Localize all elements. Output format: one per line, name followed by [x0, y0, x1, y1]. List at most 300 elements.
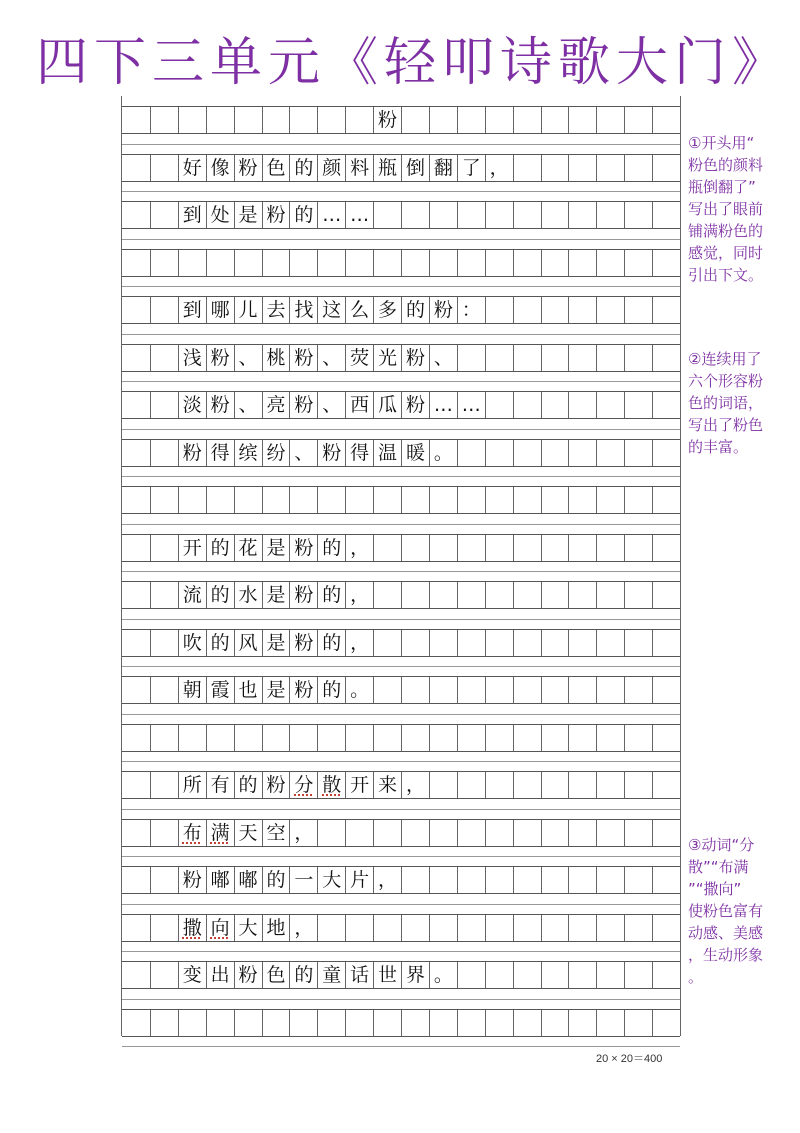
- grid-cell: [206, 725, 234, 751]
- grid-cell: 嘟: [206, 867, 234, 893]
- grid-cell: 温: [373, 440, 401, 466]
- grid-cell: [541, 820, 569, 846]
- grid-cell: ，: [289, 820, 317, 846]
- grid-cell: 的: [206, 582, 234, 608]
- grid-cell: [429, 630, 457, 656]
- grid-cell: 、: [234, 392, 262, 418]
- grid-cell: [262, 107, 290, 133]
- grid-cell: 满: [206, 820, 234, 846]
- grid-cell: [485, 345, 513, 371]
- grid-cell: [485, 440, 513, 466]
- grid-row: [122, 581, 680, 609]
- grid-cell: [457, 582, 485, 608]
- grid-cell: [624, 915, 652, 941]
- grid-cell: [345, 107, 373, 133]
- grid-row: [122, 486, 680, 514]
- grid-cell: [652, 202, 680, 228]
- grid-cell: [541, 677, 569, 703]
- grid-cell: [429, 677, 457, 703]
- grid-cell: 的: [234, 772, 262, 798]
- grid-size-label: 20 × 20＝400: [596, 1053, 663, 1065]
- grid-cell: 粉: [373, 107, 401, 133]
- grid-cell: [401, 677, 429, 703]
- grid-cell: [429, 487, 457, 513]
- grid-cell: [457, 345, 485, 371]
- grid-cell: [652, 155, 680, 181]
- grid-cell: [373, 725, 401, 751]
- grid-cell: [457, 202, 485, 228]
- grid-cell: [513, 630, 541, 656]
- grid-cell: [652, 820, 680, 846]
- grid-cell: 、: [317, 345, 345, 371]
- grid-row: [122, 1009, 680, 1037]
- grid-cell: [289, 1010, 317, 1036]
- grid-cell: ，: [345, 535, 373, 561]
- grid-cell: [262, 1010, 290, 1036]
- grid-cell: [624, 677, 652, 703]
- grid-cell: 粉: [262, 772, 290, 798]
- grid-cell: 粉: [289, 582, 317, 608]
- grid-cell: [485, 297, 513, 323]
- grid-cell: [150, 155, 178, 181]
- grid-cell: [457, 107, 485, 133]
- grid-cell: 嘟: [234, 867, 262, 893]
- grid-cell: 、: [234, 345, 262, 371]
- grid-cell: [150, 915, 178, 941]
- grid-cell: [317, 250, 345, 276]
- grid-cell: 、: [317, 392, 345, 418]
- grid-cell: [485, 915, 513, 941]
- grid-row: [122, 201, 680, 229]
- grid-cell: [373, 1010, 401, 1036]
- grid-cell: 朝: [178, 677, 206, 703]
- grid-cell: 处: [206, 202, 234, 228]
- grid-cell: [122, 392, 150, 418]
- grid-cell: [122, 725, 150, 751]
- row-gap-line: [122, 1046, 680, 1047]
- grid-cell: [513, 867, 541, 893]
- grid-cell: 的: [262, 867, 290, 893]
- grid-cell: 粉: [262, 202, 290, 228]
- grid-cell: [541, 535, 569, 561]
- grid-cell: [150, 962, 178, 988]
- grid-cell: …: [429, 392, 457, 418]
- grid-cell: [652, 440, 680, 466]
- grid-cell: [457, 250, 485, 276]
- grid-cell: [373, 582, 401, 608]
- grid-cell: 是: [262, 630, 290, 656]
- grid-cell: [122, 155, 150, 181]
- row-gap-line: [122, 239, 680, 240]
- grid-cell: [206, 487, 234, 513]
- grid-cell: 粉: [289, 677, 317, 703]
- grid-cell: [624, 820, 652, 846]
- grid-cell: [150, 867, 178, 893]
- grid-cell: [122, 962, 150, 988]
- grid-cell: [513, 250, 541, 276]
- grid-cell: [541, 107, 569, 133]
- grid-cell: [624, 630, 652, 656]
- grid-cell: [122, 440, 150, 466]
- grid-cell: [568, 725, 596, 751]
- grid-cell: [513, 772, 541, 798]
- grid-cell: [513, 107, 541, 133]
- grid-cell: [568, 107, 596, 133]
- grid-cell: [122, 250, 150, 276]
- grid-cell: 是: [262, 677, 290, 703]
- grid-cell: 水: [234, 582, 262, 608]
- grid-cell: [429, 820, 457, 846]
- grid-cell: 的: [401, 297, 429, 323]
- grid-cell: [122, 630, 150, 656]
- grid-cell: 。: [429, 962, 457, 988]
- annotation-1: ①开头用“ 粉色的颜料 瓶倒翻了” 写出了眼前 铺满粉色的 感觉，同时 引出下文。: [688, 134, 764, 284]
- row-gap-line: [122, 571, 680, 572]
- row-gap-line: [122, 904, 680, 905]
- grid-cell: [568, 392, 596, 418]
- grid-cell: 暖: [401, 440, 429, 466]
- grid-cell: 粉: [178, 440, 206, 466]
- grid-row: [122, 439, 680, 467]
- grid-cell: [596, 250, 624, 276]
- grid-cell: 的: [317, 582, 345, 608]
- grid-cell: 么: [345, 297, 373, 323]
- grid-cell: [373, 630, 401, 656]
- grid-cell: [150, 820, 178, 846]
- grid-cell: [624, 392, 652, 418]
- grid-cell: [568, 345, 596, 371]
- grid-cell: [513, 677, 541, 703]
- grid-cell: [345, 915, 373, 941]
- grid-cell: [206, 107, 234, 133]
- grid-cell: ，: [485, 155, 513, 181]
- grid-cell: [485, 867, 513, 893]
- grid-cell: 的: [289, 962, 317, 988]
- grid-cell: 的: [317, 677, 345, 703]
- grid-cell: [429, 915, 457, 941]
- grid-cell: …: [345, 202, 373, 228]
- grid-cell: [485, 487, 513, 513]
- grid-cell: [485, 202, 513, 228]
- grid-cell: 到: [178, 297, 206, 323]
- grid-cell: [624, 107, 652, 133]
- grid-cell: [457, 535, 485, 561]
- grid-cell: [541, 1010, 569, 1036]
- grid-cell: …: [317, 202, 345, 228]
- grid-cell: [150, 630, 178, 656]
- grid-cell: 流: [178, 582, 206, 608]
- row-gap-line: [122, 999, 680, 1000]
- grid-cell: [485, 772, 513, 798]
- grid-cell: 也: [234, 677, 262, 703]
- grid-cell: [652, 250, 680, 276]
- grid-cell: …: [457, 392, 485, 418]
- grid-cell: [429, 535, 457, 561]
- heading-row: [122, 106, 680, 134]
- grid-cell: 得: [345, 440, 373, 466]
- grid-cell: 散: [317, 772, 345, 798]
- grid-cell: [317, 725, 345, 751]
- grid-row: [122, 866, 680, 894]
- grid-cell: [568, 772, 596, 798]
- grid-cell: 吹: [178, 630, 206, 656]
- grid-cell: [122, 1010, 150, 1036]
- grid-cell: [652, 107, 680, 133]
- grid-cell: [122, 202, 150, 228]
- grid-cell: [541, 962, 569, 988]
- grid-cell: 开: [345, 772, 373, 798]
- grid-cell: [429, 250, 457, 276]
- grid-cell: [457, 725, 485, 751]
- grid-cell: 粉: [401, 345, 429, 371]
- grid-cell: [457, 915, 485, 941]
- grid-cell: [457, 820, 485, 846]
- grid-cell: [150, 392, 178, 418]
- grid-cell: [150, 345, 178, 371]
- grid-cell: [401, 250, 429, 276]
- grid-cell: ，: [289, 915, 317, 941]
- grid-row: [122, 534, 680, 562]
- grid-cell: ：: [457, 297, 485, 323]
- grid-cell: [624, 962, 652, 988]
- grid-cell: 像: [206, 155, 234, 181]
- grid-cell: [345, 487, 373, 513]
- grid-cell: 西: [345, 392, 373, 418]
- grid-cell: [178, 1010, 206, 1036]
- grid-cell: 粉: [234, 962, 262, 988]
- grid-cell: [541, 725, 569, 751]
- grid-cell: [178, 250, 206, 276]
- grid-cell: [457, 772, 485, 798]
- grid-cell: 荧: [345, 345, 373, 371]
- grid-cell: 风: [234, 630, 262, 656]
- grid-cell: [122, 867, 150, 893]
- grid-cell: [178, 725, 206, 751]
- row-gap-line: [122, 714, 680, 715]
- grid-row: [122, 629, 680, 657]
- grid-cell: [624, 582, 652, 608]
- grid-cell: [596, 440, 624, 466]
- grid-cell: [401, 535, 429, 561]
- grid-cell: [513, 1010, 541, 1036]
- grid-cell: [401, 202, 429, 228]
- grid-cell: 到: [178, 202, 206, 228]
- grid-cell: [345, 1010, 373, 1036]
- grid-row: [122, 676, 680, 704]
- grid-cell: [345, 725, 373, 751]
- grid-cell: [624, 202, 652, 228]
- grid-cell: [568, 535, 596, 561]
- grid-cell: 粉: [234, 155, 262, 181]
- grid-cell: [624, 1010, 652, 1036]
- grid-cell: [485, 962, 513, 988]
- grid-cell: 话: [345, 962, 373, 988]
- grid-cell: [262, 487, 290, 513]
- grid-cell: [541, 440, 569, 466]
- grid-cell: [234, 107, 262, 133]
- grid-cell: [401, 820, 429, 846]
- page-title: 四下三单元《轻叩诗歌大门》: [36, 33, 791, 93]
- grid-cell: [541, 297, 569, 323]
- grid-cell: [289, 250, 317, 276]
- grid-cell: [150, 202, 178, 228]
- grid-cell: [289, 487, 317, 513]
- grid-row: [122, 724, 680, 752]
- grid-cell: [345, 250, 373, 276]
- grid-cell: [150, 487, 178, 513]
- grid-cell: [596, 392, 624, 418]
- grid-cell: [401, 582, 429, 608]
- grid-cell: [513, 962, 541, 988]
- grid-cell: [234, 487, 262, 513]
- grid-cell: [596, 487, 624, 513]
- grid-cell: [513, 820, 541, 846]
- writing-grid: [121, 96, 681, 1036]
- grid-cell: 粉: [317, 440, 345, 466]
- grid-cell: [624, 535, 652, 561]
- grid-cell: [652, 345, 680, 371]
- grid-cell: 粉: [206, 345, 234, 371]
- grid-cell: [317, 107, 345, 133]
- grid-cell: [624, 772, 652, 798]
- grid-cell: ，: [345, 582, 373, 608]
- grid-cell: [596, 535, 624, 561]
- grid-cell: [652, 535, 680, 561]
- grid-cell: 色: [262, 962, 290, 988]
- grid-cell: [485, 1010, 513, 1036]
- grid-cell: 翻: [429, 155, 457, 181]
- grid-cell: [568, 250, 596, 276]
- grid-cell: [541, 915, 569, 941]
- grid-cell: 的: [317, 630, 345, 656]
- grid-cell: [652, 677, 680, 703]
- grid-cell: [122, 535, 150, 561]
- grid-cell: [568, 440, 596, 466]
- grid-cell: [541, 487, 569, 513]
- grid-cell: [652, 630, 680, 656]
- grid-cell: [429, 867, 457, 893]
- grid-cell: [596, 630, 624, 656]
- grid-cell: [541, 582, 569, 608]
- grid-cell: [401, 1010, 429, 1036]
- grid-cell: [485, 107, 513, 133]
- grid-cell: [568, 297, 596, 323]
- grid-cell: 了: [457, 155, 485, 181]
- grid-cell: 料: [345, 155, 373, 181]
- grid-cell: [289, 107, 317, 133]
- grid-cell: 颜: [317, 155, 345, 181]
- grid-cell: 。: [345, 677, 373, 703]
- grid-cell: 去: [262, 297, 290, 323]
- grid-cell: 瓶: [373, 155, 401, 181]
- row-gap-line: [122, 334, 680, 335]
- grid-cell: [513, 487, 541, 513]
- grid-cell: [652, 487, 680, 513]
- grid-cell: 找: [289, 297, 317, 323]
- grid-cell: 多: [373, 297, 401, 323]
- grid-cell: [122, 772, 150, 798]
- grid-cell: [513, 345, 541, 371]
- grid-cell: 天: [234, 820, 262, 846]
- row-gap-line: [122, 144, 680, 145]
- grid-cell: [401, 915, 429, 941]
- grid-cell: 来: [373, 772, 401, 798]
- grid-cell: [401, 107, 429, 133]
- grid-cell: [513, 392, 541, 418]
- grid-row: [122, 296, 680, 324]
- grid-cell: [596, 155, 624, 181]
- grid-cell: 粉: [206, 392, 234, 418]
- grid-cell: 一: [289, 867, 317, 893]
- grid-cell: 粉: [429, 297, 457, 323]
- grid-cell: [457, 962, 485, 988]
- grid-cell: [401, 725, 429, 751]
- grid-cell: 出: [206, 962, 234, 988]
- grid-cell: [568, 962, 596, 988]
- grid-cell: 好: [178, 155, 206, 181]
- grid-cell: 片: [345, 867, 373, 893]
- grid-cell: 是: [262, 582, 290, 608]
- grid-row: [122, 391, 680, 419]
- grid-cell: [150, 1010, 178, 1036]
- grid-cell: ，: [373, 867, 401, 893]
- grid-cell: [485, 820, 513, 846]
- grid-cell: [596, 297, 624, 323]
- grid-cell: [150, 582, 178, 608]
- row-gap-line: [122, 524, 680, 525]
- grid-cell: [624, 250, 652, 276]
- grid-cell: [457, 630, 485, 656]
- grid-cell: 的: [317, 535, 345, 561]
- grid-cell: [596, 772, 624, 798]
- grid-cell: [345, 820, 373, 846]
- grid-cell: [541, 250, 569, 276]
- grid-cell: 童: [317, 962, 345, 988]
- grid-cell: [122, 820, 150, 846]
- grid-cell: ，: [401, 772, 429, 798]
- grid-cell: [373, 677, 401, 703]
- grid-cell: [541, 630, 569, 656]
- grid-cell: [262, 250, 290, 276]
- grid-cell: [373, 487, 401, 513]
- grid-cell: [150, 440, 178, 466]
- grid-cell: [568, 630, 596, 656]
- grid-cell: [178, 107, 206, 133]
- grid-cell: [513, 440, 541, 466]
- grid-cell: [624, 725, 652, 751]
- grid-cell: [624, 867, 652, 893]
- grid-cell: [457, 1010, 485, 1036]
- grid-cell: 亮: [262, 392, 290, 418]
- grid-row: [122, 771, 680, 799]
- grid-cell: [178, 487, 206, 513]
- grid-cell: [624, 345, 652, 371]
- grid-cell: [568, 677, 596, 703]
- grid-cell: 的: [206, 535, 234, 561]
- grid-cell: [652, 772, 680, 798]
- grid-cell: [596, 915, 624, 941]
- grid-cell: 的: [206, 630, 234, 656]
- grid-cell: 是: [234, 202, 262, 228]
- grid-cell: [541, 392, 569, 418]
- grid-cell: 霞: [206, 677, 234, 703]
- annotation-2: ②连续用了 六个形容粉 色的词语， 写出了粉色 的丰富。: [688, 350, 764, 456]
- grid-cell: 色: [262, 155, 290, 181]
- grid-cell: [234, 1010, 262, 1036]
- grid-cell: 。: [429, 440, 457, 466]
- grid-cell: [150, 107, 178, 133]
- grid-cell: 布: [178, 820, 206, 846]
